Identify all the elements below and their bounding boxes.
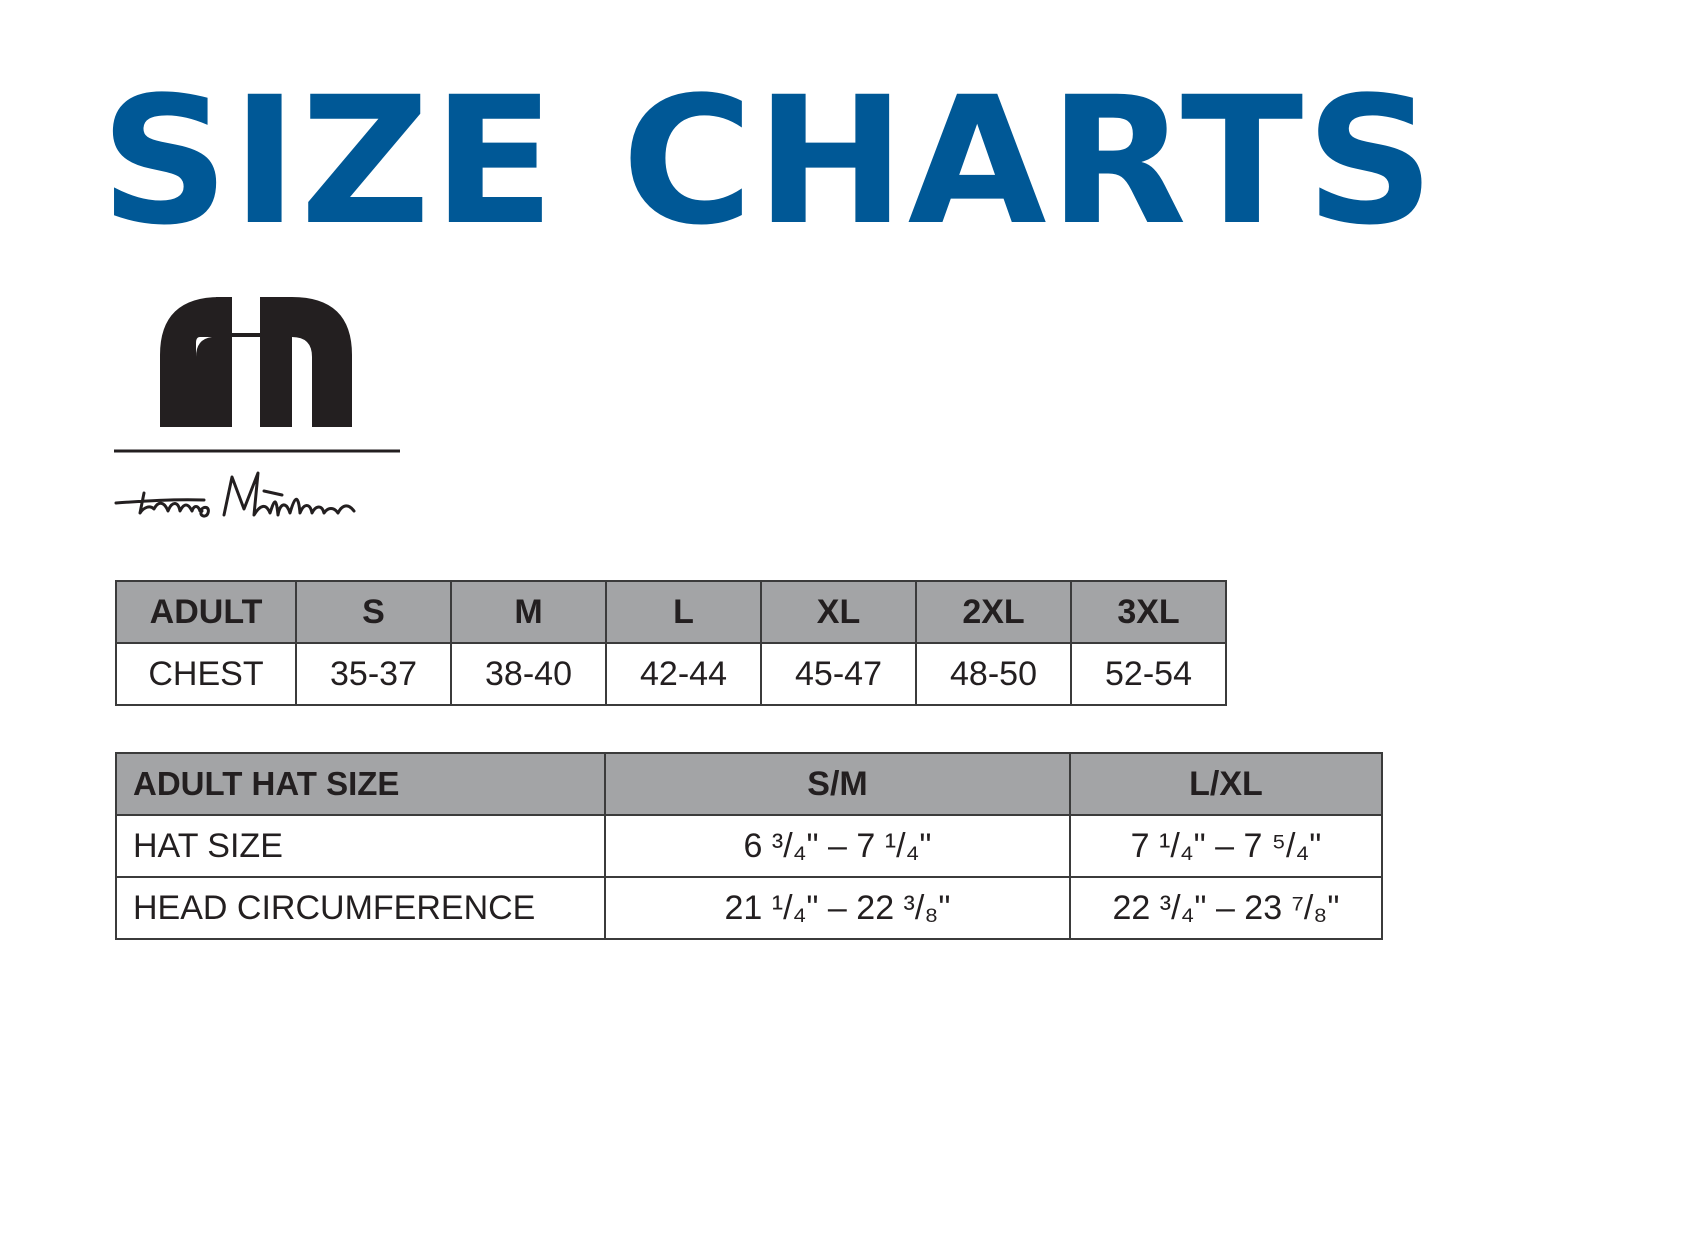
table-cell: 6 ³/₄" – 7 ¹/₄" bbox=[605, 815, 1070, 877]
header-cell: S bbox=[296, 581, 451, 643]
table-header-row bbox=[116, 581, 1226, 643]
table-cell: 21 ¹/₄" – 22 ³/₈" bbox=[605, 877, 1070, 939]
header-cell: M bbox=[451, 581, 606, 643]
header-cell: L/XL bbox=[1070, 753, 1382, 815]
table-row bbox=[116, 643, 1226, 705]
tm-monogram-icon bbox=[112, 295, 402, 455]
adult-hat-size-table bbox=[115, 752, 1383, 940]
header-cell: ADULT bbox=[116, 581, 296, 643]
signature-logo bbox=[114, 455, 404, 525]
table-cell: 38-40 bbox=[451, 643, 606, 705]
table-cell: 7 ¹/₄" – 7 ⁵/₄" bbox=[1070, 815, 1382, 877]
header-cell: L bbox=[606, 581, 761, 643]
table-cell: 35-37 bbox=[296, 643, 451, 705]
table-cell: 52-54 bbox=[1071, 643, 1226, 705]
table-cell: 22 ³/₄" – 23 ⁷/₈" bbox=[1070, 877, 1382, 939]
table-cell: 42-44 bbox=[606, 643, 761, 705]
table-header-row bbox=[116, 753, 1382, 815]
header-cell: ADULT HAT SIZE bbox=[116, 753, 605, 815]
row-label-cell: HEAD CIRCUMFERENCE bbox=[116, 877, 605, 939]
header-cell: 3XL bbox=[1071, 581, 1226, 643]
row-label-cell: CHEST bbox=[116, 643, 296, 705]
table-cell: 48-50 bbox=[916, 643, 1071, 705]
travismathew-wordmark bbox=[114, 455, 404, 525]
page-title: SIZE CHARTS bbox=[100, 59, 1437, 264]
table-row bbox=[116, 877, 1382, 939]
header-cell: S/M bbox=[605, 753, 1070, 815]
table-row bbox=[116, 815, 1382, 877]
adult-chest-size-table bbox=[115, 580, 1227, 706]
header-cell: XL bbox=[761, 581, 916, 643]
table-cell: 45-47 bbox=[761, 643, 916, 705]
header-cell: 2XL bbox=[916, 581, 1071, 643]
row-label-cell: HAT SIZE bbox=[116, 815, 605, 877]
